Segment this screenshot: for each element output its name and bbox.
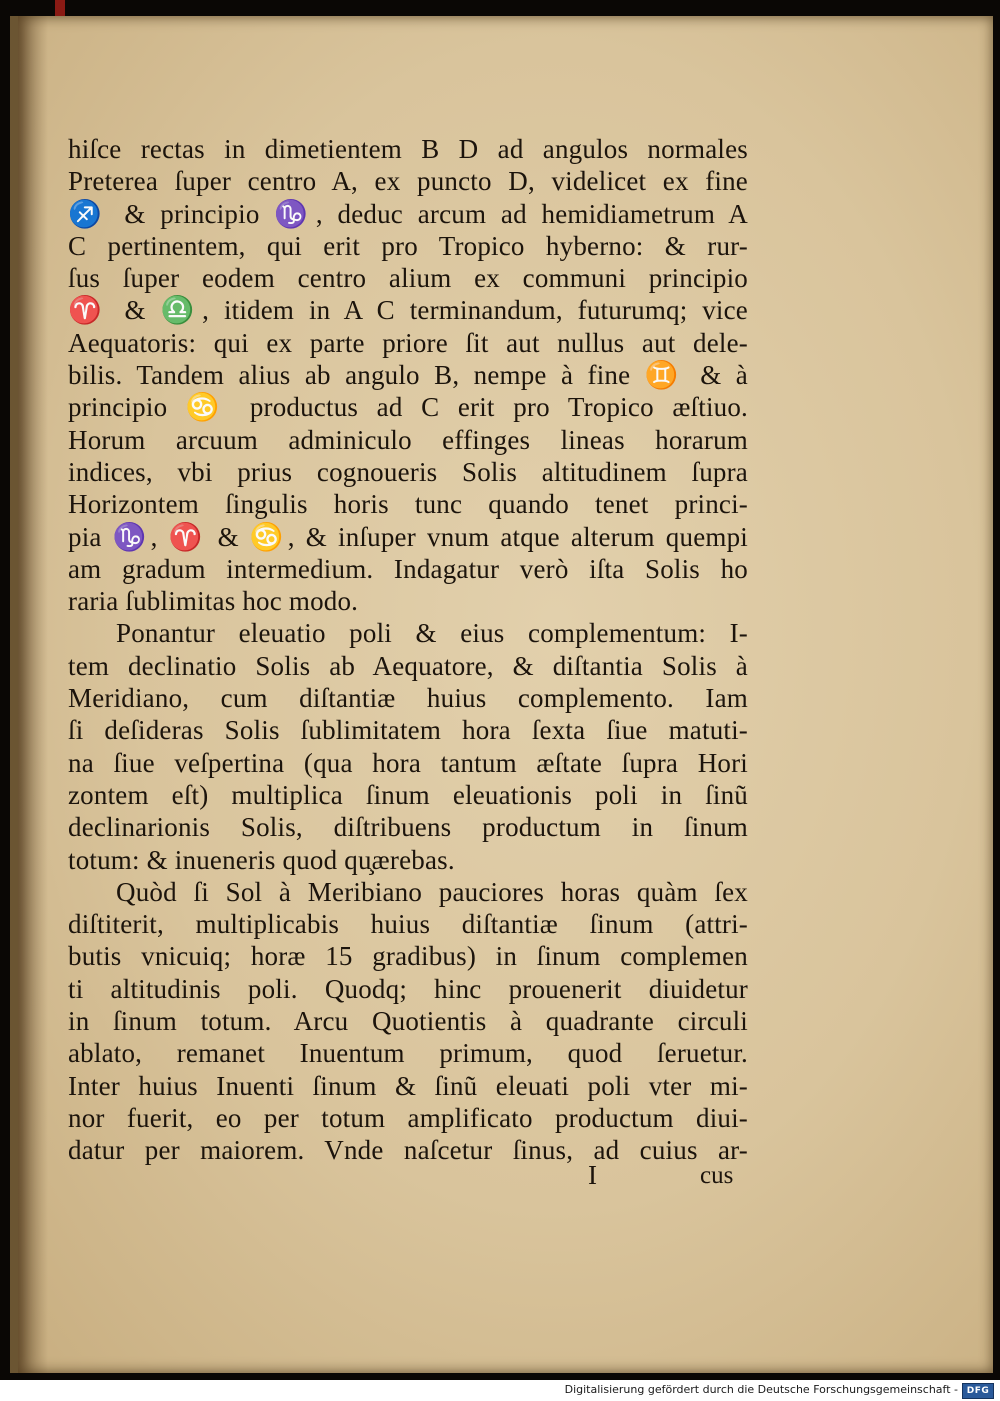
body-text xyxy=(68,133,748,1167)
catchword: cus xyxy=(700,1162,734,1189)
text-line: Inter huius Inuenti ſinum & ſinũ eleuati poli vter mi- xyxy=(68,1070,748,1101)
text-line: butis vnicuiq; horæ 15 gradibus) in ſinum complemen xyxy=(68,941,748,972)
text-line: ♐ & principio ♑, deduc arcum ad hemidiametrum A xyxy=(68,198,748,229)
text-line: Aequatoris: qui ex parte priore ſit aut nullus aut dele- xyxy=(68,327,748,358)
text-line: principio ♋ productus ad C erit pro Tropico æſtiuo. xyxy=(68,392,748,423)
text-line: diſtiterit, multiplicabis huius diſtantiæ ſinum (attri- xyxy=(68,909,748,940)
text-line: totum: & inueneris quod qu̧ærebas. xyxy=(68,844,455,875)
text-line: Preterea ſuper centro A, ex puncto D, videlicet ex fine xyxy=(68,166,748,197)
text-line: Horum arcuum adminiculo effinges lineas horarum xyxy=(68,424,748,455)
text-line: raria ſublimitas hoc modo. xyxy=(68,586,359,617)
text-line: ♈ & ♎, itidem in A C terminandum, futurumq; vice xyxy=(68,295,748,326)
text-line: ti altitudinis poli. Quodq; hinc prouenerit diuidetur xyxy=(68,973,748,1004)
text-line: hiſce rectas in dimetientem B D ad angulos normales xyxy=(68,134,748,164)
text-line: C pertinentem, qui erit pro Tropico hyberno: & rur- xyxy=(68,230,748,261)
text-line: zontem eſt) multiplica ſinum eleuationis poli in ſinũ xyxy=(68,779,748,810)
funding-credit: Digitalisierung gefördert durch die Deutsche Forschungsgemeinschaft - xyxy=(564,1383,958,1396)
text-line: tem declinatio Solis ab Aequatore, & diſtantia Solis à xyxy=(68,650,748,681)
signature-mark: I xyxy=(588,1160,597,1190)
text-line: Ponantur eleuatio poli & eius complementum: I- xyxy=(116,618,748,649)
text-line: nor fuerit, eo per totum amplificato productum diui- xyxy=(68,1102,748,1133)
text-line: datur per maiorem. Vnde naſcetur ſinus, ad cuius ar- xyxy=(68,1135,748,1166)
text-line: am gradum intermedium. Indagatur verò iſta Solis ho xyxy=(68,553,748,584)
dfg-logo: DFG xyxy=(962,1383,994,1399)
text-line: ablato, remanet Inuentum primum, quod ſeruetur. xyxy=(68,1038,748,1069)
page-gutter-shadow xyxy=(18,16,48,1373)
text-line: declinarionis Solis, diſtribuens productum in ſinum xyxy=(68,812,748,843)
text-line: pia ♑, ♈ & ♋, & inſuper vnum atque alterum quempi xyxy=(68,521,748,552)
text-line: na ſiue veſpertina (qua hora tantum æſtate ſupra Hori xyxy=(68,747,748,778)
text-line: in ſinum totum. Arcu Quotientis à quadrante circuli xyxy=(68,1006,748,1037)
text-line: Quòd ſi Sol à Meribiano pauciores horas quàm ſex xyxy=(116,876,748,907)
footer-bar xyxy=(0,1380,1000,1401)
text-line: ſi deſideras Solis ſublimitatem hora ſexta ſiue matuti- xyxy=(68,715,748,746)
text-line: Meridiano, cum diſtantiæ huius complemento. Iam xyxy=(68,683,748,714)
text-line: bilis. Tandem alius ab angulo B, nempe à fine ♊ & à xyxy=(68,360,748,391)
text-line: ſus ſuper eodem centro alium ex communi principio xyxy=(68,263,748,294)
text-line: indices, vbi prius cognoueris Solis altitudinem ſupra xyxy=(68,456,748,487)
text-line: Horizontem ſingulis horis tunc quando tenet princi- xyxy=(68,489,748,520)
